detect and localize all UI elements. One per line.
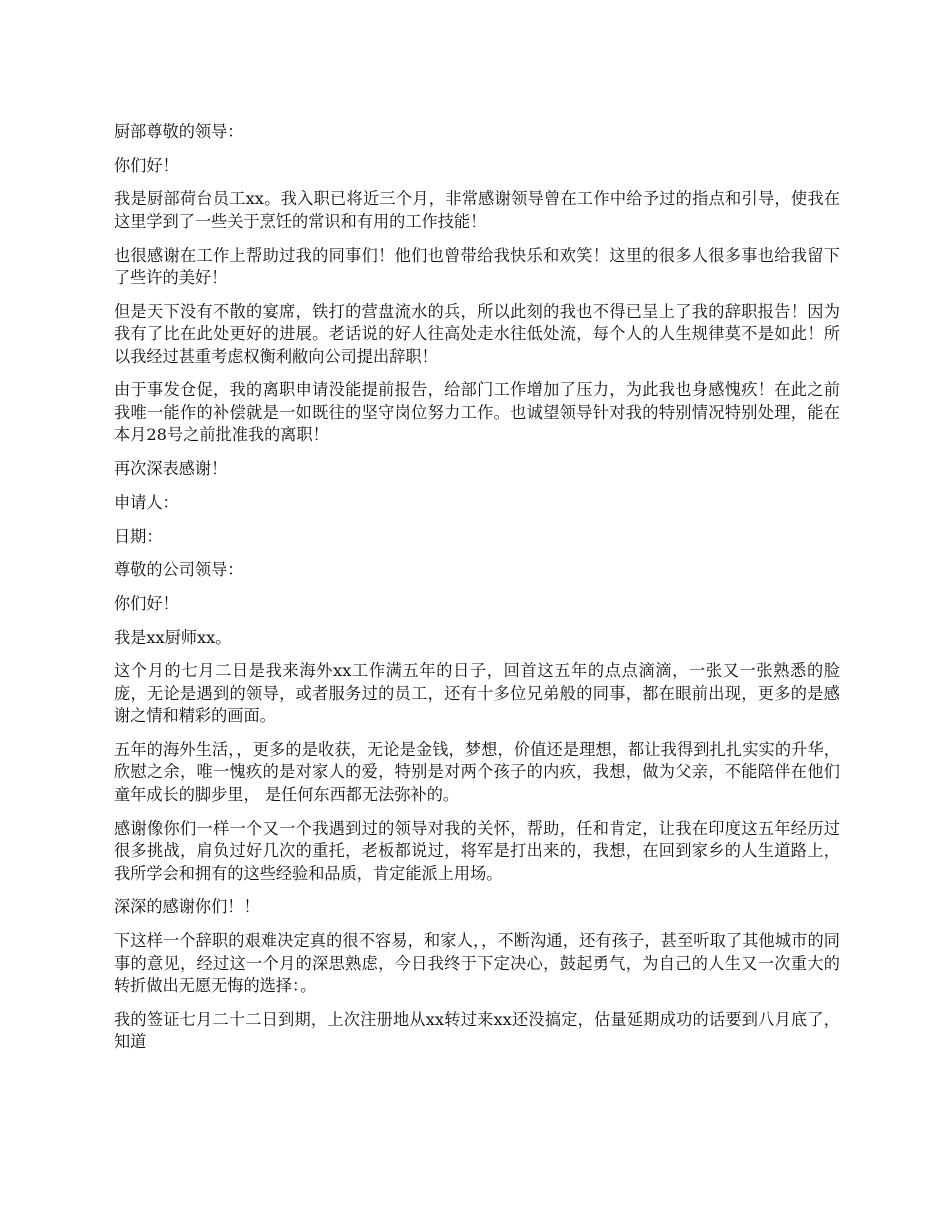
paragraph-overseas-life: 五年的海外生活，，更多的是收获，无论是金钱，梦想，价值还是理想，都让我得到扎扎实实的升华，欣慰之余，唯一愧疚的是对家人的爱，特别是对两个孩子的内疚，我想，做为父亲，不能陪伴在他们童年成长的脚步里， 是任何东西都无法弥补的。 <box>114 739 840 804</box>
paragraph-gratitude-leaders: 感谢像你们一样一个又一个我遇到过的领导对我的关怀，帮助，任和肯定，让我在印度这五年经历过很多挑战，肩负过好几次的重托，老板都说过，将军是打出来的，我想，在回到家乡的人生道路上，我所学会和拥有的这些经验和品质，肯定能派上用场。 <box>114 818 840 883</box>
date-line: 日期： <box>114 526 163 546</box>
paragraph-visa: 我的签证七月二十二日到期，上次注册地从xx转过来xx还没搞定，估量延期成功的话要到八月底了，知道 <box>114 1009 840 1052</box>
salutation-company-leaders: 尊敬的公司领导： <box>114 560 244 580</box>
paragraph-decision: 下这样一个辞职的艰难决定真的很不容易，和家人，，不断沟通，还有孩子，甚至听取了其他城市的同事的意见，经过这一个月的深思熟虑，今日我终于下定决心，鼓起勇气，为自己的人生又一次重大的转折做出无愿无悔的选择：。 <box>114 931 840 995</box>
paragraph-five-years: 这个月的七月二日是我来海外xx工作满五年的日子，回首这五年的点点滴滴，一张又一张熟悉的脸庞，无论是遇到的领导，或者服务过的员工，还有十多位兄弟般的同事，都在眼前出现，更多的是感谢之情和精彩的画面。 <box>114 661 840 726</box>
paragraph-deep-thanks: 深深的感谢你们！！ <box>114 897 260 917</box>
paragraph-introduction: 我是厨部荷台员工xx。我入职已将近三个月，非常感谢领导曾在工作中给予过的指点和引导，使我在这里学到了一些关于烹饪的常识和有用的工作技能！ <box>114 189 840 231</box>
greeting-second: 你们好！ <box>114 593 179 613</box>
paragraph-resignation-reason: 但是天下没有不散的宴席，铁打的营盘流水的兵，所以此刻的我也不得已呈上了我的辞职报告！因为我有了比在此处更好的进展。老话说的好人往高处走水往低处流，每个人的人生规律莫不是如此！所以我经过甚重考虑权衡利敝向公司提出辞职！ <box>114 301 840 366</box>
greeting: 你们好！ <box>114 155 179 175</box>
closing-thanks: 再次深表感谢！ <box>114 459 228 479</box>
paragraph-apology-request: 由于事发仓促，我的离职申请没能提前报告，给部门工作增加了压力，为此我也身感愧疚！在此之前我唯一能作的补偿就是一如既往的坚守岗位努力工作。也诚望领导针对我的特别情况特别处理，能在本月28号之前批准我的离职！ <box>114 380 840 445</box>
document-body <box>114 121 840 1065</box>
paragraph-thanks-colleagues: 也很感谢在工作上帮助过我的同事们！他们也曾带给我快乐和欢笑！这里的很多人很多事也给我留下了些许的美好！ <box>114 245 840 288</box>
salutation-kitchen-leaders: 厨部尊敬的领导： <box>114 122 244 141</box>
paragraph-self-introduction: 我是xx厨师xx。 <box>114 627 232 647</box>
applicant-line: 申请人： <box>114 492 179 512</box>
